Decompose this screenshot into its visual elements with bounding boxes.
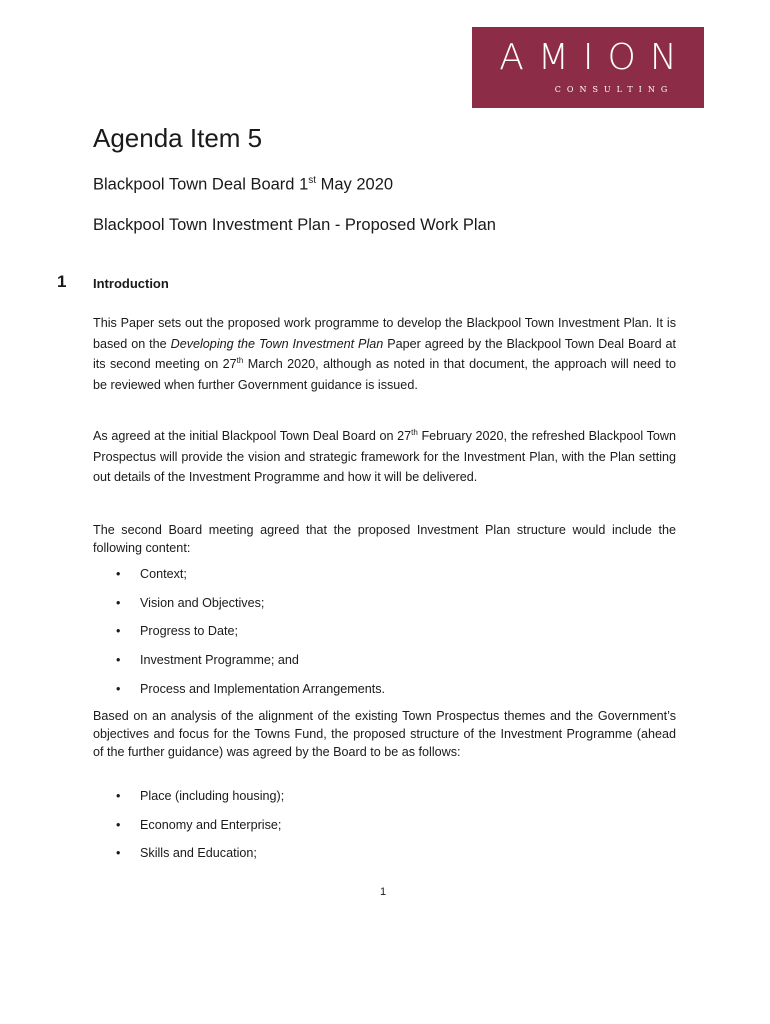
section-number: 1 [57, 272, 67, 291]
bullet-icon: • [116, 596, 121, 610]
bullet-icon: • [116, 567, 121, 581]
logo-tagline: CONSULTING [554, 85, 674, 94]
page-number: 1 [380, 886, 387, 898]
bullet-icon: • [116, 818, 121, 832]
bullet-icon: • [116, 789, 121, 803]
bullet-icon: • [116, 846, 121, 860]
page-title: Agenda Item 5 [93, 123, 263, 153]
list-item: • Context; [116, 567, 187, 581]
plan-title-heading: Blackpool Town Investment Plan - Proposed Work Plan [93, 216, 496, 234]
section-title: Introduction [93, 276, 169, 291]
amion-logo [472, 27, 704, 108]
list-item: • Progress to Date; [116, 624, 238, 638]
list-item: • Place (including housing); [116, 789, 285, 803]
list-item: • Vision and Objectives; [116, 596, 265, 610]
bullet-icon: • [116, 682, 121, 696]
paragraph-programme: Based on an analysis of the alignment of the existing Town Prospectus themes and the Government’s objectives and focus for the Towns Fund, the proposed structure of the Investment Programme (ahead of the further guidance) was agreed by the Board to be as follows: [93, 709, 676, 759]
paragraph-prospectus: As agreed at the initial Blackpool Town Deal Board on 27th February 2020, the refreshed Blackpool Town Prospectus will provide the vision and strategic framework for the Investment Plan, with the Plan setting out details of the Investment Programme and how it will be delivered. [93, 427, 676, 484]
list-item: • Skills and Education; [116, 846, 257, 860]
paragraph-structure: The second Board meeting agreed that the proposed Investment Plan structure would include the following content: [93, 523, 676, 555]
paragraph-intro: This Paper sets out the proposed work programme to develop the Blackpool Town Investment Plan. It is based on the Developing the Town Investment Plan Paper agreed by the Blackpool Town Deal Board at its second meeting on 27th March 2020, although as noted in that document, the approach will need to be reviewed when further Government guidance is issued. [93, 316, 676, 392]
board-date-heading: Blackpool Town Deal Board 1st May 2020 [93, 175, 394, 194]
list-item: • Investment Programme; and [116, 653, 299, 667]
bullet-icon: • [116, 624, 121, 638]
logo-wordmark: AMION [499, 37, 691, 78]
bullet-icon: • [116, 653, 121, 667]
list-item: • Economy and Enterprise; [116, 818, 282, 832]
list-item: • Process and Implementation Arrangements. [116, 682, 386, 696]
